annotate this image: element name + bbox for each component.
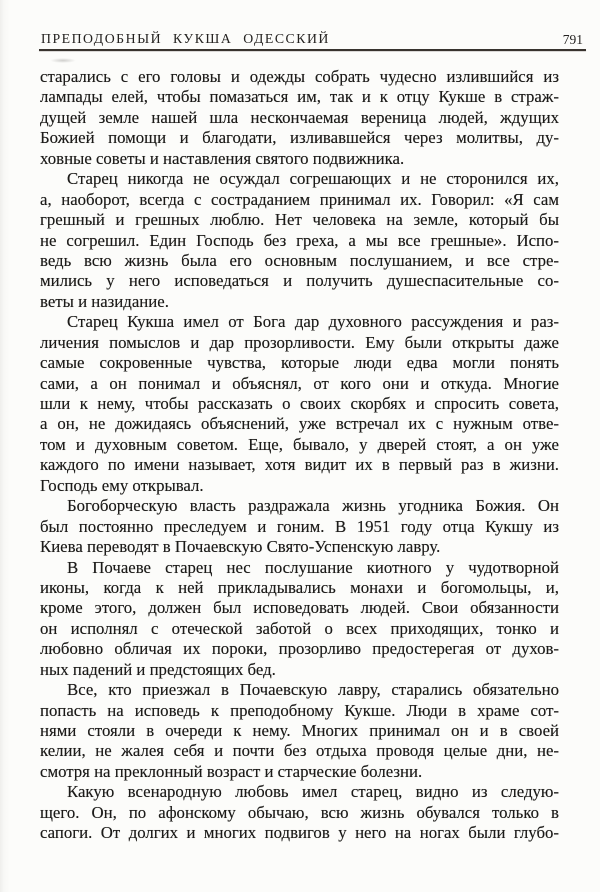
running-header [41,31,583,48]
text-line: лампады елей, чтобы помазаться им, так и к отцу Кукше в страж- [40,87,559,107]
paragraph [40,67,559,169]
paragraph [40,496,559,557]
text-line: иконы, когда к ней прикладывались монахи и богомольцы, и, [40,577,559,597]
text-line: дущей земле нашей шла нескончаемая вереница людей, ждущих [40,107,559,127]
text-line: том и духовным советом. Еще, бывало, у дверей стоят, а он уже [40,434,559,454]
text-line: щего. Он, по афонскому обычаю, всю жизнь обувался только в [40,802,559,822]
text-line: смотря на преклонный возраст и старческие болезни. [40,761,423,781]
text-line: старались с его головы и одежды собрать чудесно излившийся из [40,67,559,86]
text-line: ховные советы и наставления святого подвижника. [40,148,405,168]
text-line: Все, кто приезжал в Почаевскую лавру, старались обязательно [67,680,559,700]
text-line: Господь ему открывал. [40,475,204,495]
text-line: мились у него исповедаться и получить душеспасительные со- [40,271,559,291]
text-line: Киева переводят в Почаевскую Свято-Успенскую лавру. [40,537,441,557]
text-line: кроме этого, должен был исповедовать людей. Свои обязанности [40,598,559,618]
text-line: нями стояли в очереди к нему. Многих принимал он и в своей [40,721,559,740]
text-line: он исполнял с отеческой заботой о всех приходящих, тонко и [40,618,559,638]
text-line: ведь всю жизнь была его основным послушанием, и все стре- [40,250,559,270]
text-line: келии, не жалея себя и почти без отдыха проводя целые дни, не- [40,741,559,761]
text-line: ных падений и предстоящих бед. [40,659,276,679]
text-line: грешный и грешных люблю. Нет человека на земле, который бы [40,210,559,230]
text-line: а, наоборот, всегда с состраданием принимал их. Говорил: «Я сам [40,189,559,209]
page-body-text [40,67,559,844]
text-line: В Почаеве старец нес послушание киотного у чудотворной [67,557,559,577]
text-line: личения помыслов и дар прозорливости. Ему были открыты даже [40,332,559,352]
running-header-title: ПРЕПОДОБНЫЙ КУКША ОДЕССКИЙ [41,31,330,46]
text-line: Старец никогда не осуждал согрешающих и не сторонился их, [67,169,559,189]
text-line: Богоборческую власть раздражала жизнь угодника Божия. Он [67,496,559,516]
text-line: не согрешил. Един Господь без греха, а мы все грешные». Испо- [40,230,559,250]
text-line: был постоянно преследуем и гоним. В 1951 году отца Кукшу из [40,516,559,536]
paragraph [40,169,559,312]
paragraph [40,558,559,681]
page-number: 791 [562,32,583,47]
text-line: сами, а он понимал и объяснял, от кого они и откуда. Многие [40,373,559,393]
paragraph [40,782,559,843]
text-line: Какую всенародную любовь имел старец, видно из следую- [67,782,559,802]
text-line: а он, не дожидаясь объяснений, уже встречал их с нужным отве- [40,414,559,434]
scan-artifact [50,58,76,63]
text-line: веты и назидание. [40,291,169,311]
text-line: любовно обличая их пороки, прозорливо предостерегая от духов- [40,639,559,659]
text-line: самые сокровенные чувства, которые люди едва могли понять [40,353,559,373]
text-line: шли к нему, чтобы рассказать о своих скорбях и спросить совета, [40,394,559,413]
paragraph [40,312,559,496]
text-line: Божией помощи и благодати, изливавшейся через молитвы, ду- [40,128,559,148]
text-line: Старец Кукша имел от Бога дар духовного рассуждения и раз- [67,312,559,332]
text-line: каждого по имени называет, хотя видит их в первый раз в жизни. [40,455,559,475]
header-rule [39,49,586,51]
text-line: попасть на исповедь к преподобному Кукше. Люди в храме сот- [40,700,559,720]
paragraph [40,680,559,782]
text-line: сапоги. От долгих и многих подвигов у него на ногах были глубо- [40,823,559,843]
